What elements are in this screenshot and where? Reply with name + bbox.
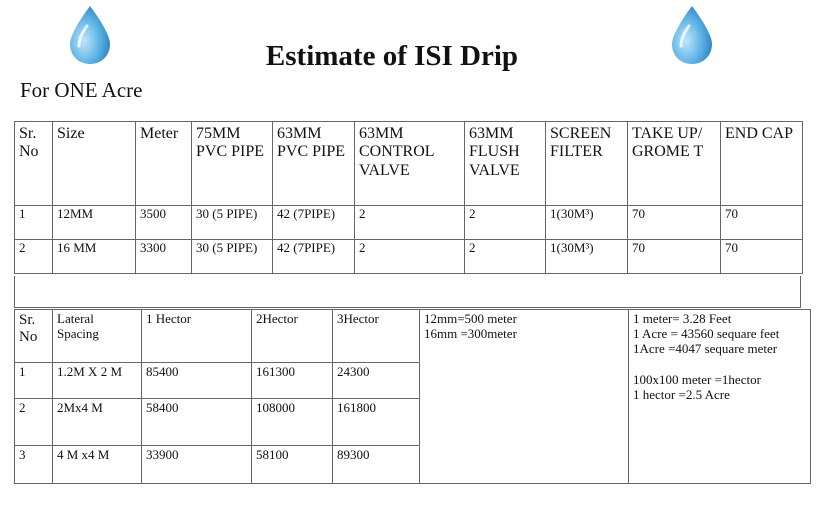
- pipe-length-notes: [420, 310, 629, 484]
- table-header-cell: Lateral Spacing: [53, 310, 142, 363]
- table-cell: 33900: [142, 446, 252, 484]
- table-cell: 3: [15, 446, 53, 484]
- table-cell: 1: [15, 206, 53, 240]
- table-cell: 2: [15, 240, 53, 274]
- table-cell: 85400: [142, 363, 252, 399]
- table-header-cell: Meter: [136, 122, 192, 206]
- table-cell: 1: [15, 363, 53, 399]
- table-header-cell: END CAP: [721, 122, 803, 206]
- table-cell: 2Mx4 M: [53, 399, 142, 446]
- page-title: Estimate of ISI Drip: [265, 40, 519, 72]
- table-header-cell: 2Hector: [252, 310, 333, 363]
- table-cell: 30 (5 PIPE): [192, 206, 273, 240]
- table-cell: 89300: [333, 446, 420, 484]
- table-cell: 70: [628, 240, 721, 274]
- table-cell: 70: [721, 206, 803, 240]
- table-header-row: [15, 122, 803, 206]
- table-cell: 108000: [252, 399, 333, 446]
- conversion-notes: [629, 310, 811, 484]
- table-header-cell: 75MM PVC PIPE: [192, 122, 273, 206]
- table-cell: 58100: [252, 446, 333, 484]
- table-header-cell: TAKE UP/ GROME T: [628, 122, 721, 206]
- table-header-cell: 63MM FLUSH VALVE: [465, 122, 546, 206]
- table-header-cell: SCREEN FILTER: [546, 122, 628, 206]
- table-row: [15, 240, 803, 274]
- table-header-cell: 63MM PVC PIPE: [273, 122, 355, 206]
- table-cell: 70: [721, 240, 803, 274]
- note-line: 1 meter= 3.28 Feet: [633, 311, 732, 326]
- table-cell: 30 (5 PIPE): [192, 240, 273, 274]
- table-header-row: [15, 310, 811, 363]
- table-cell: 161300: [252, 363, 333, 399]
- note-line: 16mm =300meter: [424, 325, 517, 341]
- table-header-cell: Size: [53, 122, 136, 206]
- table-cell: 2: [465, 240, 546, 274]
- table-cell: 42 (7PIPE): [273, 206, 355, 240]
- table-header-cell: 1 Hector: [142, 310, 252, 363]
- page-subtitle: For ONE Acre: [20, 78, 143, 102]
- table-cell: 161800: [333, 399, 420, 446]
- table-header-cell: 63MM CONTROL VALVE: [355, 122, 465, 206]
- table-header-cell: Sr. No: [15, 122, 53, 206]
- table-spacer-row: [14, 276, 801, 308]
- table-cell: 2: [355, 240, 465, 274]
- estimate-table: [14, 121, 803, 274]
- lateral-spacing-table: [14, 309, 811, 484]
- table-cell: 24300: [333, 363, 420, 399]
- table-cell: 16 MM: [53, 240, 136, 274]
- table-cell: 42 (7PIPE): [273, 240, 355, 274]
- table-cell: 2: [355, 206, 465, 240]
- table-cell: 1(30M³): [546, 206, 628, 240]
- table-header-cell: Sr. No: [15, 310, 53, 363]
- table-cell: 1.2M X 2 M: [53, 363, 142, 399]
- table-cell: 70: [628, 206, 721, 240]
- note-line: 12mm=500 meter: [424, 311, 517, 326]
- note-line: 1 hector =2.5 Acre: [633, 386, 730, 402]
- table-cell: 3300: [136, 240, 192, 274]
- table-cell: 4 M x4 M: [53, 446, 142, 484]
- table-cell: 2: [465, 206, 546, 240]
- table-header-cell: 3Hector: [333, 310, 420, 363]
- note-line: 1 Acre = 43560 sequare feet: [633, 325, 780, 341]
- note-line: 1Acre =4047 sequare meter: [633, 340, 778, 356]
- table-cell: 1(30M³): [546, 240, 628, 274]
- table-row: [15, 206, 803, 240]
- note-line: 100x100 meter =1hector: [633, 371, 761, 387]
- table-cell: 3500: [136, 206, 192, 240]
- table-cell: 2: [15, 399, 53, 446]
- table-cell: 12MM: [53, 206, 136, 240]
- table-cell: 58400: [142, 399, 252, 446]
